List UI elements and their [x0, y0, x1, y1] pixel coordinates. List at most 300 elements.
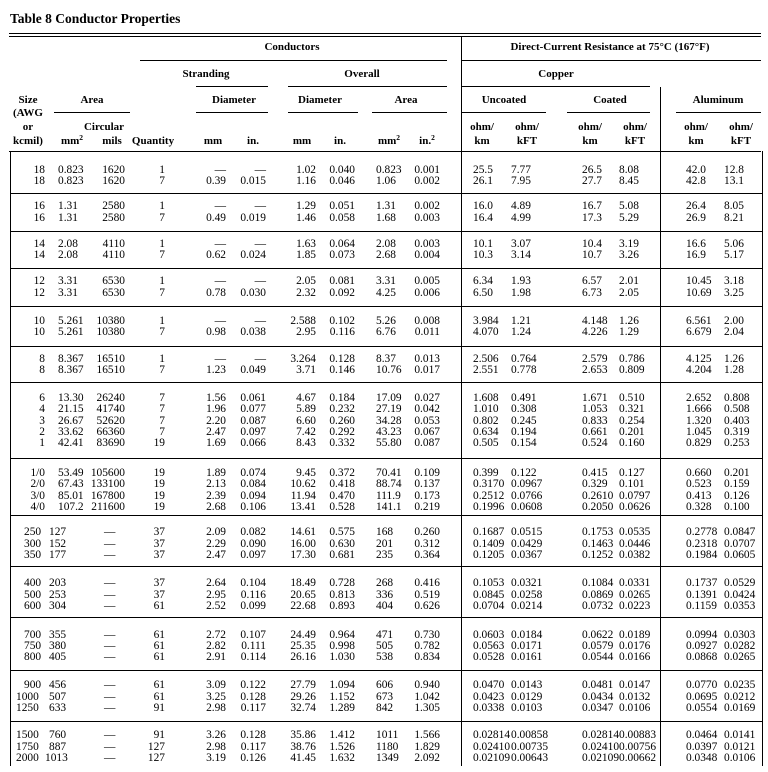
cell-u-km: 3.984 — [473, 315, 499, 327]
cell-cmils: — — [104, 679, 116, 691]
cell-oa-in2: 0.006 — [414, 287, 440, 299]
cell-area-mm2: 633 — [49, 702, 67, 714]
cell-u-kft: 0.764 — [511, 353, 537, 365]
cell-d-mm: 0.98 — [206, 326, 226, 338]
cell-oa-in2: 0.940 — [414, 679, 440, 691]
header-conductors: Conductors — [264, 41, 320, 53]
cell-u-km: 16.4 — [473, 212, 493, 224]
cell-c-km: 0.02814 — [582, 729, 620, 741]
cell-c-kft: 0.0166 — [619, 651, 651, 663]
cell-qty: 7 — [159, 326, 165, 338]
rule-mid — [461, 37, 462, 766]
cell-od-in: 0.260 — [329, 415, 355, 427]
cell-area-mm2: 26.67 — [58, 415, 84, 427]
cell-a-kft: 0.0353 — [724, 600, 756, 612]
cell-oa-mm2: 404 — [376, 600, 394, 612]
cell-c-kft: 0.127 — [619, 467, 645, 479]
cell-d-in: 0.084 — [240, 478, 266, 490]
cell-u-km: 10.3 — [473, 249, 493, 261]
cell-area-mm2: 13.30 — [58, 392, 84, 404]
cell-oa-in2: 1.042 — [414, 691, 440, 703]
cell-cmils: — — [104, 741, 116, 753]
cell-od-mm: 1.46 — [296, 212, 316, 224]
cell-c-km: 2.579 — [582, 353, 608, 365]
cell-oa-in2: 0.834 — [414, 651, 440, 663]
cell-c-km: 6.73 — [582, 287, 602, 299]
cell-od-mm: 11.94 — [290, 490, 316, 502]
cell-size: 4/0 — [30, 501, 45, 513]
cell-od-mm: 26.16 — [290, 651, 316, 663]
cell-a-km: 6.679 — [686, 326, 712, 338]
cell-area-mm2: 3.31 — [58, 287, 78, 299]
cell-c-km: 0.833 — [582, 415, 608, 427]
cell-cmils: 6530 — [102, 287, 125, 299]
cell-area-mm2: 1.31 — [58, 212, 78, 224]
cell-a-km: 10.45 — [686, 275, 712, 287]
cell-c-km: 6.57 — [582, 275, 602, 287]
group-rule — [11, 670, 762, 671]
cell-a-km: 0.1391 — [686, 589, 718, 601]
cell-a-km: 0.0927 — [686, 640, 718, 652]
cell-od-in: 0.292 — [329, 426, 355, 438]
cell-a-kft: 0.201 — [724, 467, 750, 479]
cell-d-mm: 2.95 — [206, 589, 226, 601]
cell-size: 2 — [39, 426, 45, 438]
cell-cmils: 6530 — [102, 275, 125, 287]
cell-size: 12 — [33, 275, 45, 287]
cell-d-in: 0.122 — [240, 679, 266, 691]
cell-d-mm: 2.72 — [206, 629, 226, 641]
cell-d-in: 0.038 — [240, 326, 266, 338]
cell-cmils: — — [104, 600, 116, 612]
cell-a-km: 0.660 — [686, 467, 712, 479]
rule-overall — [288, 86, 447, 87]
cell-qty: 19 — [153, 501, 165, 513]
cell-d-mm: 1.96 — [206, 403, 226, 415]
header-strand-in: in. — [247, 135, 259, 147]
cell-u-kft: 0.0214 — [511, 600, 543, 612]
cell-oa-mm2: 201 — [376, 538, 394, 550]
cell-cmils: 105600 — [90, 467, 125, 479]
cell-od-mm: 3.264 — [290, 353, 316, 365]
cell-a-kft: 5.06 — [724, 238, 744, 250]
header-c-ohm-kft-2: kFT — [624, 135, 646, 147]
cell-od-mm: 25.35 — [290, 640, 316, 652]
cell-oa-mm2: 88.74 — [376, 478, 402, 490]
cell-qty: 37 — [153, 549, 165, 561]
cell-d-mm: 3.09 — [206, 679, 226, 691]
cell-u-kft: 0.0515 — [511, 526, 543, 538]
cell-area-mm2: 760 — [49, 729, 67, 741]
cell-u-kft: 0.778 — [511, 364, 537, 376]
cell-od-in: 0.073 — [329, 249, 355, 261]
cell-c-kft: 0.0132 — [619, 691, 651, 703]
cell-d-in: 0.097 — [240, 426, 266, 438]
header-a-ohm-km-2: km — [688, 135, 704, 147]
cell-oa-mm2: 2.68 — [376, 249, 396, 261]
cell-d-mm: 1.69 — [206, 437, 226, 449]
cell-u-km: 0.634 — [473, 426, 499, 438]
cell-area-mm2: 85.01 — [58, 490, 84, 502]
cell-cmils: 211600 — [91, 501, 125, 513]
cell-od-mm: 20.65 — [290, 589, 316, 601]
cell-d-mm: 2.20 — [206, 415, 226, 427]
cell-d-in: 0.090 — [240, 538, 266, 550]
cell-c-km: 10.7 — [582, 249, 602, 261]
header-a-ohm-kft-2: kFT — [730, 135, 752, 147]
cell-cmils: — — [104, 549, 116, 561]
cell-d-in: — — [254, 164, 266, 176]
cell-u-km: 0.0603 — [473, 629, 505, 641]
cell-c-km: 0.0622 — [582, 629, 614, 641]
cell-c-kft: 0.201 — [619, 426, 645, 438]
cell-d-in: 0.117 — [240, 702, 266, 714]
cell-cmils: 52620 — [96, 415, 125, 427]
cell-cmils: 10380 — [96, 326, 125, 338]
cell-d-mm: 1.56 — [206, 392, 226, 404]
cell-od-in: 1.412 — [329, 729, 355, 741]
cell-cmils: — — [104, 577, 116, 589]
cell-cmils: — — [104, 729, 116, 741]
cell-od-in: 1.526 — [329, 741, 355, 753]
header-circular: Circular — [83, 121, 125, 133]
cell-a-kft: 0.0169 — [724, 702, 756, 714]
cell-c-km: 27.7 — [582, 175, 602, 187]
cell-c-kft: 0.0147 — [619, 679, 651, 691]
cell-od-in: 1.030 — [329, 651, 355, 663]
cell-a-km: 1.666 — [686, 403, 712, 415]
cell-u-kft: 7.95 — [511, 175, 531, 187]
cell-od-in: 0.813 — [329, 589, 355, 601]
cell-oa-mm2: 6.76 — [376, 326, 396, 338]
cell-c-kft: 0.0265 — [619, 589, 651, 601]
cell-u-kft: 0.0258 — [511, 589, 543, 601]
cell-c-km: 0.0869 — [582, 589, 614, 601]
cell-od-in: 0.372 — [329, 467, 355, 479]
cell-area-mm2: 152 — [49, 538, 67, 550]
cell-od-in: 1.289 — [329, 702, 355, 714]
cell-od-mm: 8.43 — [296, 437, 316, 449]
cell-size: 300 — [24, 538, 42, 550]
cell-od-in: 0.184 — [329, 392, 355, 404]
cell-oa-mm2: 141.1 — [376, 501, 402, 513]
cell-oa-mm2: 471 — [376, 629, 394, 641]
cell-a-kft: 0.319 — [724, 426, 750, 438]
cell-qty: 61 — [153, 679, 165, 691]
cell-c-km: 16.7 — [582, 200, 602, 212]
cell-a-kft: 0.0529 — [724, 577, 756, 589]
cell-area-mm2: 2.08 — [58, 249, 78, 261]
cell-u-km: 4.070 — [473, 326, 499, 338]
cell-u-km: 0.1996 — [473, 501, 505, 513]
cell-c-km: 4.148 — [582, 315, 608, 327]
cell-od-in: 0.116 — [329, 326, 355, 338]
cell-d-mm: 2.09 — [206, 526, 226, 538]
cell-d-in: — — [254, 353, 266, 365]
cell-d-in: 0.114 — [240, 651, 266, 663]
cell-od-in: 1.094 — [329, 679, 355, 691]
cell-od-mm: 4.67 — [296, 392, 316, 404]
cell-oa-mm2: 1.06 — [376, 175, 396, 187]
cell-c-km: 0.0544 — [582, 651, 614, 663]
cell-cmils: — — [104, 589, 116, 601]
header-mils: mils — [102, 135, 122, 147]
cell-area-mm2: 1.31 — [58, 200, 78, 212]
cell-d-in: 0.104 — [240, 577, 266, 589]
cell-d-mm: 2.64 — [206, 577, 226, 589]
header-c-ohm-km-2: km — [582, 135, 598, 147]
cell-od-mm: 7.42 — [296, 426, 316, 438]
cell-a-kft: 8.05 — [724, 200, 744, 212]
cell-c-kft: 0.0382 — [619, 549, 651, 561]
cell-u-km: 0.0338 — [473, 702, 505, 714]
cell-size: 900 — [24, 679, 42, 691]
cell-c-kft: 0.0189 — [619, 629, 651, 641]
cell-od-in: 0.081 — [329, 275, 355, 287]
cell-oa-mm2: 10.76 — [376, 364, 402, 376]
cell-size: 1500 — [16, 729, 39, 741]
rule-uncoated — [462, 112, 546, 113]
cell-d-mm: — — [214, 315, 226, 327]
cell-d-mm: 0.49 — [206, 212, 226, 224]
cell-od-mm: 1.63 — [296, 238, 316, 250]
cell-size: 1000 — [16, 691, 39, 703]
cell-qty: 7 — [159, 212, 165, 224]
cell-d-in: 0.024 — [240, 249, 266, 261]
cell-cmils: — — [104, 691, 116, 703]
cell-size: 2/0 — [30, 478, 45, 490]
header-size-4: kcmil) — [13, 135, 43, 147]
header-mm2: $mm^2$ — [60, 133, 84, 147]
cell-d-in: 0.106 — [240, 501, 266, 513]
cell-u-km: 0.0845 — [473, 589, 505, 601]
cell-u-km: 0.0528 — [473, 651, 505, 663]
cell-cmils: — — [104, 702, 116, 714]
cell-u-km: 0.02814 — [473, 729, 511, 741]
cell-u-km: 0.0563 — [473, 640, 505, 652]
cell-u-kft: 1.98 — [511, 287, 531, 299]
cell-c-km: 0.0434 — [582, 691, 614, 703]
cell-a-kft: 0.0212 — [724, 691, 756, 703]
cell-u-km: 0.0470 — [473, 679, 505, 691]
cell-oa-mm2: 268 — [376, 577, 394, 589]
cell-od-mm: 2.588 — [290, 315, 316, 327]
cell-c-km: 0.524 — [582, 437, 608, 449]
cell-a-km: 0.1737 — [686, 577, 718, 589]
cell-cmils: 2580 — [102, 200, 125, 212]
cell-a-km: 2.652 — [686, 392, 712, 404]
cell-d-mm: — — [214, 353, 226, 365]
cell-u-km: 0.1687 — [473, 526, 505, 538]
cell-area-mm2: 5.261 — [58, 326, 84, 338]
cell-size: 350 — [24, 549, 42, 561]
cell-d-mm: 2.52 — [206, 600, 226, 612]
cell-d-mm: 2.98 — [206, 702, 226, 714]
cell-size: 2000 — [16, 752, 39, 764]
cell-a-kft: 0.0141 — [724, 729, 756, 741]
cell-qty: 19 — [153, 467, 165, 479]
cell-qty: 1 — [159, 315, 165, 327]
cell-qty: 37 — [153, 526, 165, 538]
cell-c-kft: 0.00756 — [619, 741, 657, 753]
cell-oa-mm2: 70.41 — [376, 467, 402, 479]
cell-oa-in2: 0.013 — [414, 353, 440, 365]
cell-oa-in2: 0.017 — [414, 364, 440, 376]
cell-oa-in2: 0.042 — [414, 403, 440, 415]
group-rule — [11, 268, 762, 269]
cell-u-km: 25.5 — [473, 164, 493, 176]
cell-oa-in2: 0.519 — [414, 589, 440, 601]
cell-cmils: 4110 — [102, 238, 125, 250]
cell-d-mm: 1.89 — [206, 467, 226, 479]
cell-c-km: 0.0732 — [582, 600, 614, 612]
cell-size: 10 — [33, 315, 45, 327]
cell-d-in: 0.015 — [240, 175, 266, 187]
cell-cmils: — — [104, 752, 116, 764]
header-size-3: or — [22, 121, 34, 133]
cell-d-mm: — — [214, 164, 226, 176]
cell-d-in: 0.074 — [240, 467, 266, 479]
cell-u-kft: 4.99 — [511, 212, 531, 224]
cell-od-in: 0.058 — [329, 212, 355, 224]
cell-a-kft: 0.100 — [724, 501, 750, 513]
cell-a-km: 42.8 — [686, 175, 706, 187]
cell-od-in: 0.728 — [329, 577, 355, 589]
cell-oa-in2: 0.003 — [414, 238, 440, 250]
cell-u-km: 0.505 — [473, 437, 499, 449]
cell-d-in: 0.049 — [240, 364, 266, 376]
cell-d-in: 0.019 — [240, 212, 266, 224]
cell-c-km: 1.671 — [582, 392, 608, 404]
cell-d-mm: 2.47 — [206, 549, 226, 561]
cell-c-kft: 0.00883 — [619, 729, 657, 741]
cell-size: 8 — [39, 353, 45, 365]
cell-od-mm: 1.02 — [296, 164, 316, 176]
cell-u-km: 0.1409 — [473, 538, 505, 550]
cell-qty: 7 — [159, 415, 165, 427]
cell-c-km: 17.3 — [582, 212, 602, 224]
cell-u-km: 0.2512 — [473, 490, 505, 502]
cell-d-mm: 3.25 — [206, 691, 226, 703]
cell-u-kft: 0.0103 — [511, 702, 543, 714]
cell-area-mm2: 5.261 — [58, 315, 84, 327]
cell-oa-mm2: 43.23 — [376, 426, 402, 438]
rule-aluminum — [676, 112, 761, 113]
cell-d-mm: 2.82 — [206, 640, 226, 652]
cell-size: 750 — [24, 640, 42, 652]
rule-area — [54, 112, 130, 113]
header-overall: Overall — [344, 68, 380, 80]
cell-a-kft: 0.0106 — [724, 752, 756, 764]
rule-conductors — [140, 60, 447, 61]
cell-od-mm: 22.68 — [290, 600, 316, 612]
cell-oa-in2: 0.782 — [414, 640, 440, 652]
cell-oa-in2: 0.011 — [414, 326, 440, 338]
cell-oa-mm2: 8.37 — [376, 353, 396, 365]
cell-u-kft: 0.0608 — [511, 501, 543, 513]
group-rule — [11, 306, 762, 307]
cell-cmils: — — [104, 640, 116, 652]
cell-d-mm: — — [214, 200, 226, 212]
cell-qty: 37 — [153, 589, 165, 601]
cell-oa-mm2: 4.25 — [376, 287, 396, 299]
cell-d-mm: 2.98 — [206, 741, 226, 753]
cell-qty: 7 — [159, 426, 165, 438]
cell-cmils: — — [104, 629, 116, 641]
cell-od-in: 0.146 — [329, 364, 355, 376]
cell-d-in: 0.116 — [240, 589, 266, 601]
cell-a-kft: 12.8 — [724, 164, 744, 176]
cell-u-km: 0.802 — [473, 415, 499, 427]
cell-od-mm: 18.49 — [290, 577, 316, 589]
cell-od-in: 0.418 — [329, 478, 355, 490]
cell-size: 18 — [33, 164, 45, 176]
cell-oa-in2: 0.008 — [414, 315, 440, 327]
cell-oa-in2: 0.219 — [414, 501, 440, 513]
cell-d-in: 0.097 — [240, 549, 266, 561]
cell-a-km: 4.204 — [686, 364, 712, 376]
cell-c-km: 0.0481 — [582, 679, 614, 691]
cell-u-kft: 0.0967 — [511, 478, 543, 490]
cell-c-kft: 0.101 — [619, 478, 645, 490]
cell-d-in: — — [254, 200, 266, 212]
cell-u-kft: 1.93 — [511, 275, 531, 287]
cell-od-in: 0.998 — [329, 640, 355, 652]
group-rule — [11, 721, 762, 722]
cell-d-mm: 2.47 — [206, 426, 226, 438]
cell-oa-in2: 2.092 — [414, 752, 440, 764]
cell-qty: 7 — [159, 249, 165, 261]
header-c-ohm-km-1: ohm/ — [578, 121, 602, 133]
cell-oa-in2: 0.002 — [414, 200, 440, 212]
cell-a-km: 0.0464 — [686, 729, 718, 741]
cell-u-km: 0.3170 — [473, 478, 505, 490]
cell-u-kft: 0.0321 — [511, 577, 543, 589]
cell-oa-in2: 1.305 — [414, 702, 440, 714]
cell-u-km: 2.506 — [473, 353, 499, 365]
rule-aluminum-left — [660, 87, 661, 766]
cell-d-in: 0.082 — [240, 526, 266, 538]
cell-oa-in2: 0.312 — [414, 538, 440, 550]
header-a-ohm-km-1: ohm/ — [684, 121, 708, 133]
cell-od-in: 0.051 — [329, 200, 355, 212]
rule-header-bottom — [9, 151, 761, 152]
cell-u-kft: 0.308 — [511, 403, 537, 415]
header-strand-mm: mm — [203, 135, 223, 147]
cell-od-in: 0.102 — [329, 315, 355, 327]
cell-qty: 37 — [153, 577, 165, 589]
cell-oa-mm2: 34.28 — [376, 415, 402, 427]
cell-oa-mm2: 1.68 — [376, 212, 396, 224]
cell-qty: 19 — [153, 478, 165, 490]
cell-d-in: — — [254, 275, 266, 287]
cell-oa-in2: 0.053 — [414, 415, 440, 427]
header-c-ohm-kft-1: ohm/ — [623, 121, 647, 133]
cell-u-km: 1.010 — [473, 403, 499, 415]
cell-od-in: 0.332 — [329, 437, 355, 449]
cell-oa-in2: 0.002 — [414, 175, 440, 187]
header-coated: Coated — [593, 94, 627, 106]
header-overall-area: Area — [394, 94, 418, 106]
cell-cmils: 167800 — [90, 490, 125, 502]
cell-qty: 61 — [153, 691, 165, 703]
cell-c-km: 0.02109 — [582, 752, 620, 764]
cell-od-mm: 1.16 — [296, 175, 316, 187]
cell-u-kft: 0.0161 — [511, 651, 543, 663]
cell-oa-in2: 0.001 — [414, 164, 440, 176]
cell-od-mm: 10.62 — [290, 478, 316, 490]
cell-od-mm: 9.45 — [296, 467, 316, 479]
